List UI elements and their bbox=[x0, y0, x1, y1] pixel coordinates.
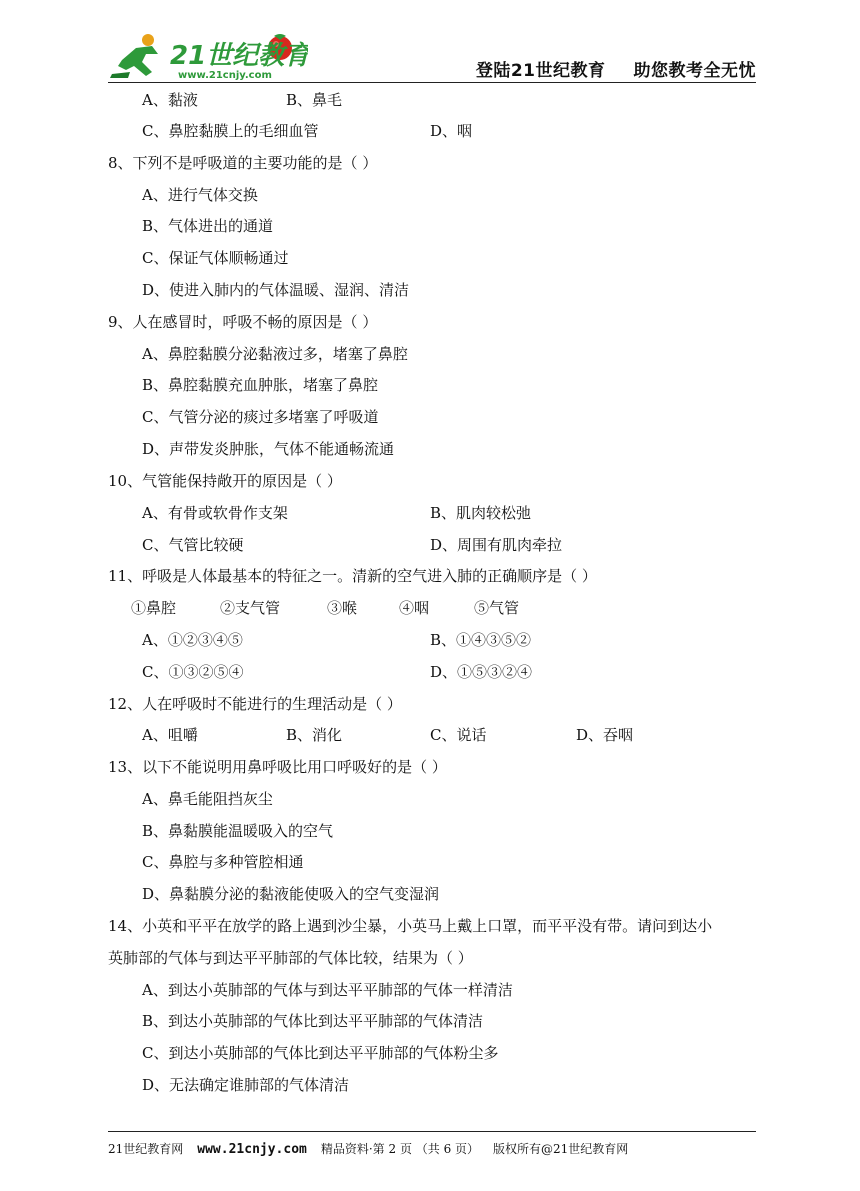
q12-option-a: A、咀嚼 bbox=[142, 726, 198, 744]
q11-option-a: A、①②③④⑤ bbox=[142, 631, 243, 649]
logo-graphic bbox=[108, 30, 308, 82]
q13-option-d: D、鼻黏膜分泌的黏液能使吸入的空气变湿润 bbox=[142, 885, 440, 903]
q14-option-c: C、到达小英肺部的气体比到达平平肺部的气体粉尘多 bbox=[142, 1044, 499, 1062]
q12-option-d: D、吞咽 bbox=[576, 726, 634, 744]
footer-left: 21世纪教育网 bbox=[108, 1142, 184, 1156]
q11-item-2: ②支气管 bbox=[220, 599, 281, 617]
footer-copyright: 版权所有@21世纪教育网 bbox=[493, 1142, 629, 1156]
q14-option-a: A、到达小英肺部的气体与到达平平肺部的气体一样清洁 bbox=[142, 981, 513, 999]
page-header bbox=[108, 30, 756, 82]
header-slogan bbox=[476, 56, 756, 81]
q13-option-b: B、鼻黏膜能温暖吸入的空气 bbox=[142, 822, 334, 840]
running-figure-icon bbox=[110, 34, 158, 78]
footer-site-link[interactable]: www.21cnjy.com bbox=[197, 1142, 307, 1157]
q7-option-c: C、鼻腔黏膜上的毛细血管 bbox=[142, 122, 319, 140]
q11-option-b: B、①④③⑤② bbox=[430, 631, 532, 649]
site-logo bbox=[108, 30, 308, 82]
q11-item-5: ⑤气管 bbox=[474, 599, 520, 617]
q9-option-d: D、声带发炎肿胀，气体不能通畅流通 bbox=[142, 440, 395, 458]
q11-option-c: C、①③②⑤④ bbox=[142, 663, 244, 681]
question-14-line-1: 14、小英和平平在放学的路上遇到沙尘暴，小英马上戴上口罩，而平平没有带。请问到达小 bbox=[108, 917, 713, 935]
slogan-left: 登陆21世纪教育 bbox=[475, 61, 606, 81]
slogan-right: 助您教考全无忧 bbox=[633, 61, 756, 81]
q7-option-b: B、鼻毛 bbox=[286, 91, 343, 109]
q9-option-a: A、鼻腔黏膜分泌黏液过多，堵塞了鼻腔 bbox=[142, 345, 408, 363]
q9-option-b: B、鼻腔黏膜充血肿胀，堵塞了鼻腔 bbox=[142, 376, 379, 394]
page-footer bbox=[108, 1140, 628, 1157]
logo-text: 21世纪教育 bbox=[170, 41, 308, 71]
question-9: 9、人在感冒时，呼吸不畅的原因是（ ） bbox=[108, 313, 378, 331]
q9-option-c: C、气管分泌的痰过多堵塞了呼吸道 bbox=[142, 408, 379, 426]
q10-option-c: C、气管比较硬 bbox=[142, 536, 244, 554]
footer-page-info: 精品资料·第 2 页 （共 6 页） bbox=[320, 1142, 480, 1156]
q10-option-b: B、肌肉较松弛 bbox=[430, 504, 532, 522]
q11-item-1: ①鼻腔 bbox=[131, 599, 177, 617]
question-11: 11、呼吸是人体最基本的特征之一。清新的空气进入肺的正确顺序是（ ） bbox=[108, 567, 597, 585]
question-14-line-2: 英肺部的气体与到达平平肺部的气体比较，结果为（ ） bbox=[108, 949, 473, 967]
q11-item-4: ④咽 bbox=[399, 599, 430, 617]
q14-option-b: B、到达小英肺部的气体比到达平平肺部的气体清洁 bbox=[142, 1012, 484, 1030]
q12-option-b: B、消化 bbox=[286, 726, 343, 744]
q13-option-c: C、鼻腔与多种管腔相通 bbox=[142, 853, 304, 871]
q8-option-d: D、使进入肺内的气体温暖、湿润、清洁 bbox=[142, 281, 410, 299]
q10-option-d: D、周围有肌肉牵拉 bbox=[430, 536, 563, 554]
q14-option-d: D、无法确定谁肺部的气体清洁 bbox=[142, 1076, 350, 1094]
footer-rule bbox=[108, 1131, 756, 1132]
q8-option-a: A、进行气体交换 bbox=[142, 186, 258, 204]
q12-option-c: C、说话 bbox=[430, 726, 487, 744]
question-12: 12、人在呼吸时不能进行的生理活动是（ ） bbox=[108, 695, 402, 713]
q10-option-a: A、有骨或软骨作支架 bbox=[142, 504, 288, 522]
q8-option-b: B、气体进出的通道 bbox=[142, 217, 274, 235]
question-8: 8、下列不是呼吸道的主要功能的是（ ） bbox=[108, 154, 378, 172]
q11-item-3: ③喉 bbox=[327, 599, 358, 617]
question-10: 10、气管能保持敞开的原因是（ ） bbox=[108, 472, 342, 490]
logo-url: www.21cnjy.com bbox=[178, 70, 272, 81]
header-rule bbox=[108, 82, 756, 83]
q11-option-d: D、①⑤③②④ bbox=[430, 663, 533, 681]
q7-option-a: A、黏液 bbox=[142, 91, 198, 109]
q8-option-c: C、保证气体顺畅通过 bbox=[142, 249, 289, 267]
q7-option-d: D、咽 bbox=[430, 122, 473, 140]
q13-option-a: A、鼻毛能阻挡灰尘 bbox=[142, 790, 273, 808]
question-13: 13、以下不能说明用鼻呼吸比用口呼吸好的是（ ） bbox=[108, 758, 447, 776]
